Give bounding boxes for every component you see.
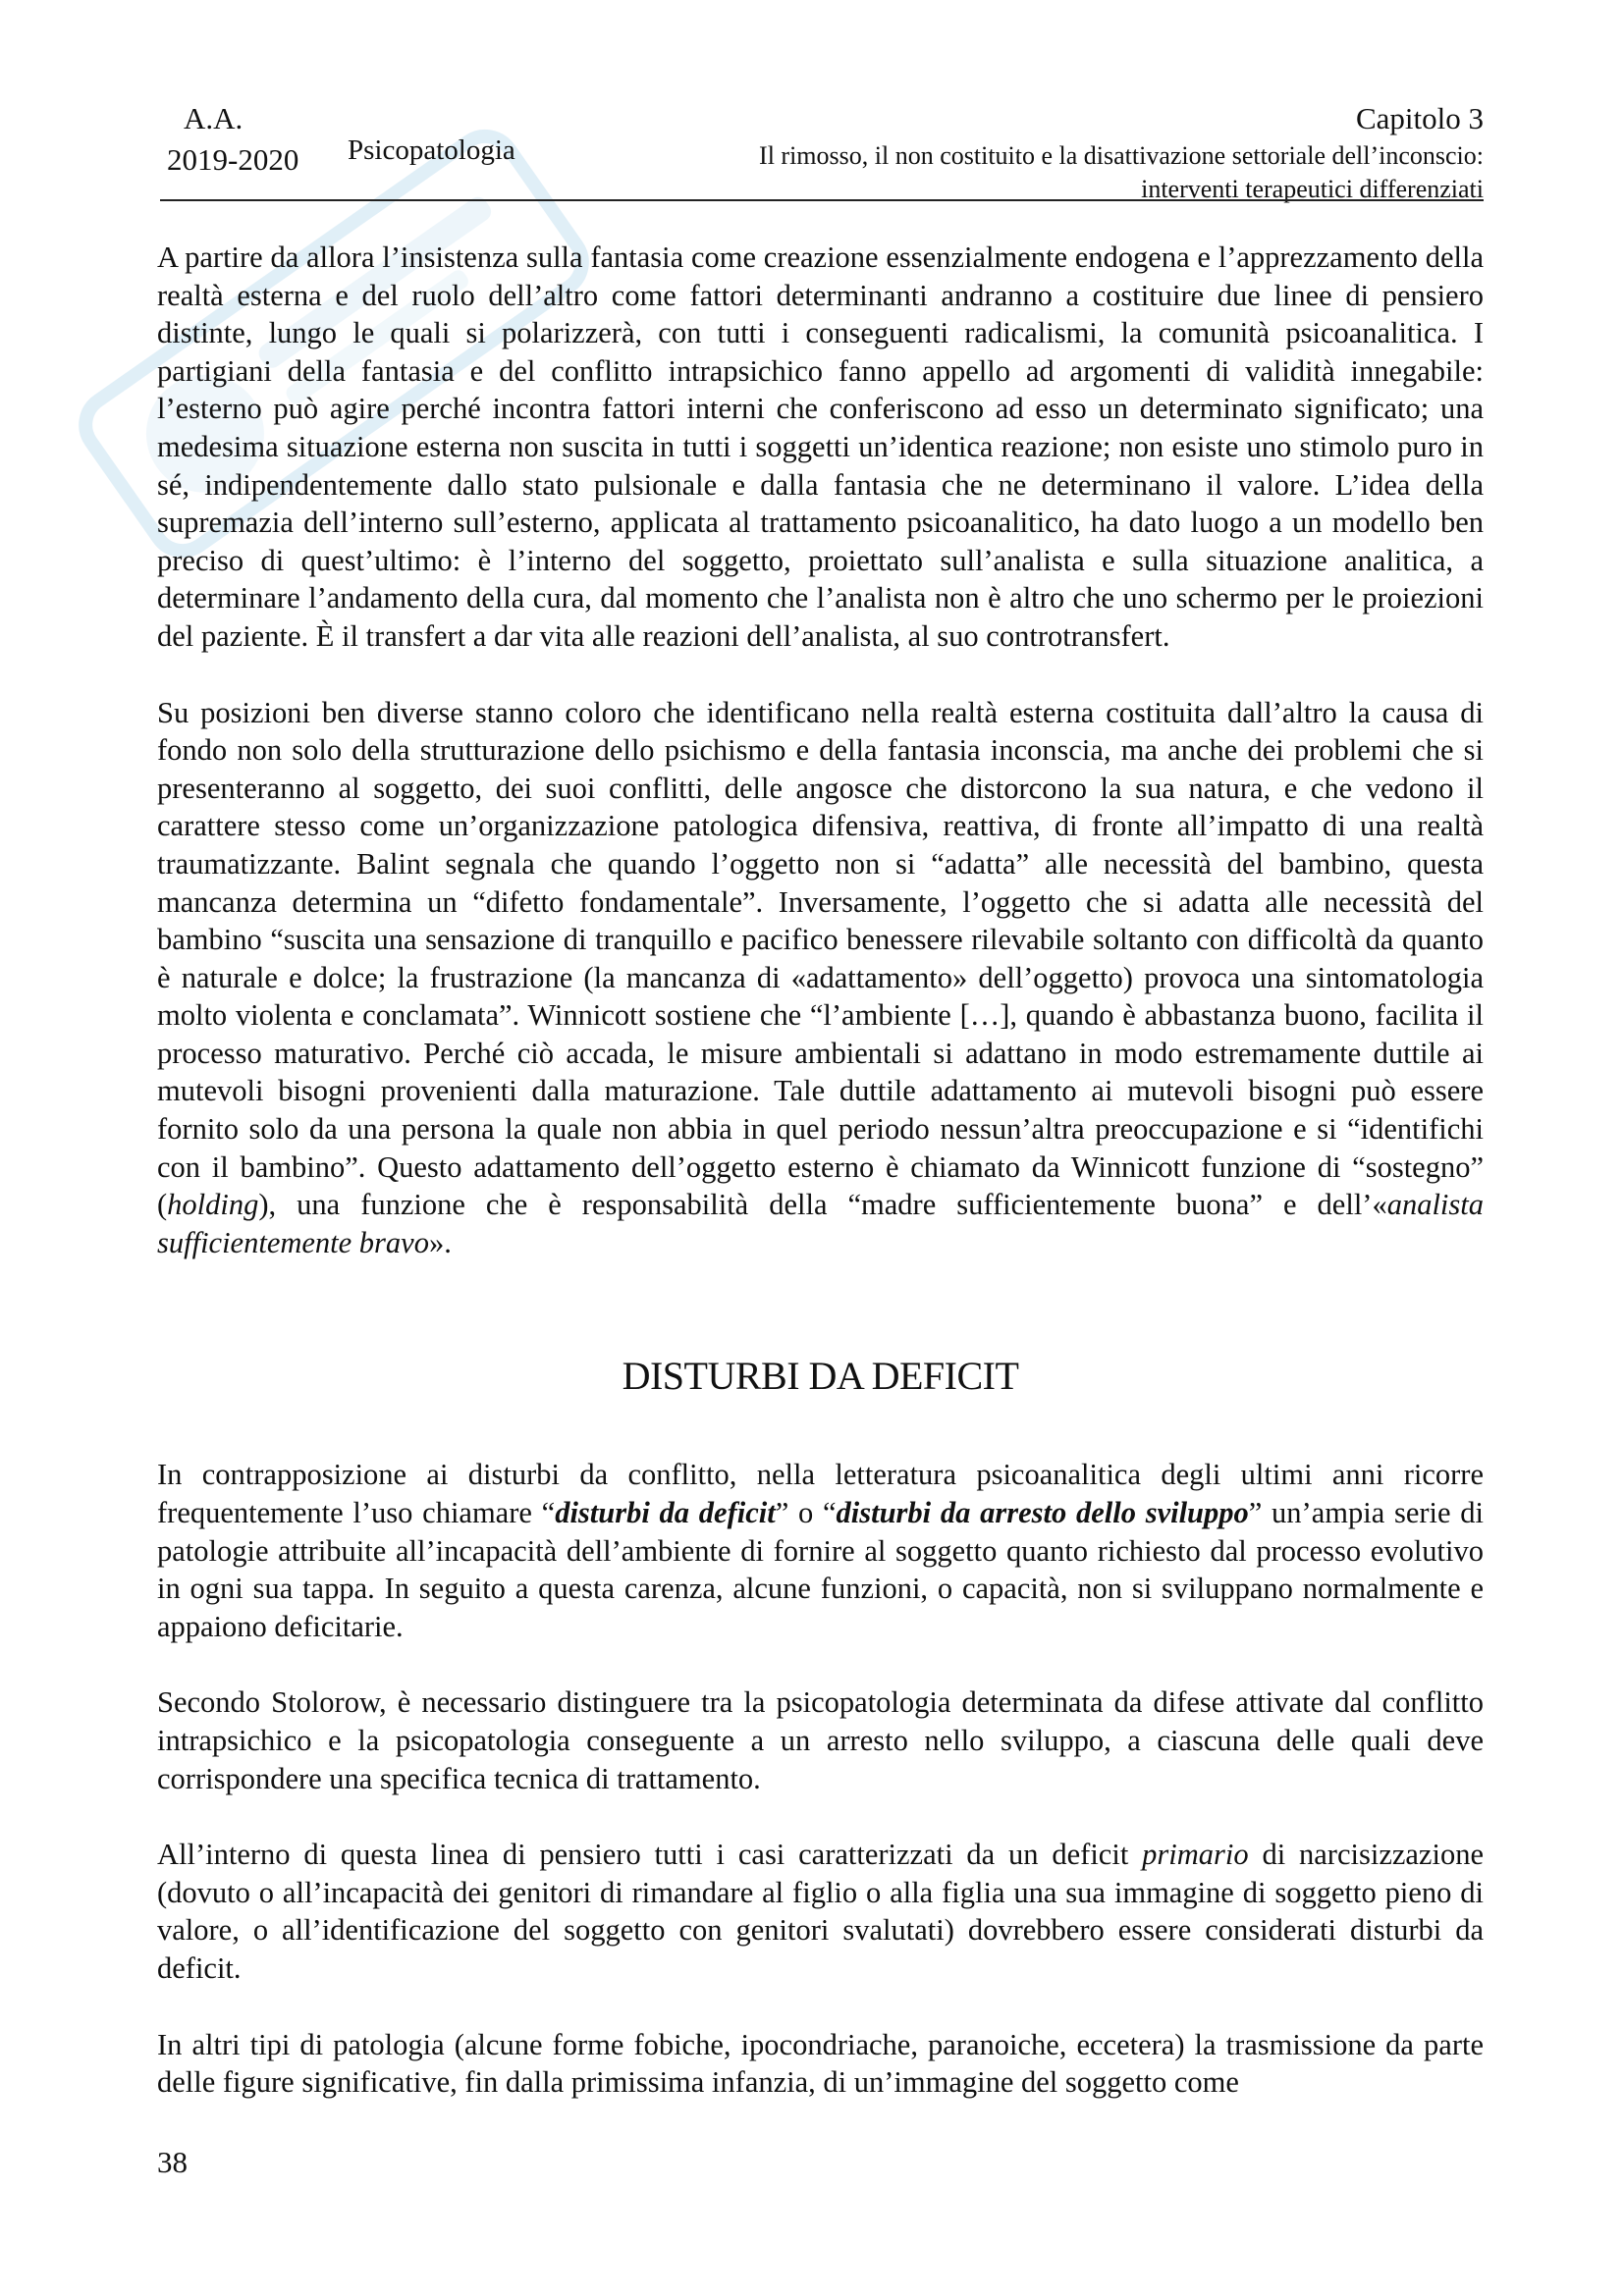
page-content: [157, 239, 1484, 2102]
paragraph-1: A partire da allora l’insistenza sulla fantasia come creazione essenzialmente endogena e l’apprezzamento della realtà esterna e del ruolo dell’altro come fattori determinanti andranno a costituire due linee di pensiero distinte, lungo le quali si polarizzerà, con tutti i conseguenti radicalismi, la comunità psicoanalitica. I partigiani della fantasia e del conflitto intrapsichico fanno appello ad argomenti di validità innegabile: l’esterno può agire perché incontra fattori interni che conferiscono ad esso un determinato significato; una medesima situazione esterna non suscita in tutti i soggetti un’identica reazione; non esiste uno stimolo puro in sé, indipendentemente dallo stato pulsionale e dalla fantasia che ne determinano il valore. L’idea della supremazia dell’interno sull’esterno, applicata al trattamento psicoanalitico, ha dato luogo a un modello ben preciso di quest’ultimo: è l’interno del soggetto, proiettato sull’analista e sulla situazione analitica, a determinare l’andamento della cura, dal momento che l’analista non è altro che uno schermo per le proiezioni del paziente. È il transfert a dar vita alle reazioni dell’analista, al suo controtransfert.: [157, 240, 1484, 653]
paragraph-5: All’interno di questa linea di pensiero tutti i casi caratterizzati da un deficit primario di narcisizzazione (dovuto o all’incapacità dei genitori di rimandare al figlio o alla figlia una sua immagine di soggetto pieno di valore, o all’identificazione del soggetto con genitori svalutati) dovrebbero essere considerati disturbi da deficit.: [157, 1838, 1484, 1985]
header-year: 2019-2020: [167, 142, 299, 177]
header-rule: [160, 199, 1484, 201]
paragraph-6: In altri tipi di patologia (alcune forme fobiche, ipocondriache, paranoiche, eccetera) la trasmissione da parte delle figure significative, fin dalla primissima infanzia, di un’immagine del soggetto come: [157, 2027, 1484, 2100]
section-heading: DISTURBI DA DEFICIT: [622, 1354, 1019, 1399]
paragraph-3: In contrapposizione ai disturbi da conflitto, nella letteratura psicoanalitica degli ultimi anni ricorre frequentemente l’uso chiamare “disturbi da deficit” o “disturbi da arresto dello sviluppo” un’ampia serie di patologie attribuite all’incapacità dell’ambiente di fornire al soggetto quanto richiesto dal processo evolutivo in ogni sua tappa. In seguito a questa carenza, alcune funzioni, o capacità, non si sviluppano normalmente e appaiono deficitarie.: [157, 1458, 1485, 1643]
page-number: 38: [157, 2145, 188, 2179]
page-header: [0, 0, 1624, 216]
header-chapter: Capitolo 3: [1355, 101, 1484, 135]
paragraph-4: Secondo Stolorow, è necessario distinguere tra la psicopatologia determinata da difese attivate dal conflitto intrapsichico e la psicopatologia conseguente a un arresto nello sviluppo, a ciascuna delle quali deve corrispondere una specifica tecnica di trattamento.: [157, 1685, 1484, 1795]
paragraph-2: Su posizioni ben diverse stanno coloro che identificano nella realtà esterna costituita dall’altro la causa di fondo non solo della strutturazione dello psichismo e della fantasia inconscia, ma anche dei problemi che si presenteranno al soggetto, dei suoi conflitti, delle angosce che distorcono la sua natura, e che vedono il carattere stesso come un’organizzazione patologica difensiva, reattiva, di fronte all’impatto di una realtà traumatizzante. Balint segnala che quando l’oggetto non si “adatta” alle necessità del bambino, questa mancanza determina un “difetto fondamentale”. Inversamente, l’oggetto che si adatta alle necessità del bambino “suscita una sensazione di tranquillo e pacifico benessere rilevabile soltanto con difficoltà da quanto è naturale e dolce; la frustrazione (la mancanza di «adattamento» dell’oggetto) provoca una sintomatologia molto violenta e conclamata”. Winnicott sostiene che “l’ambiente […], quando è abbastanza buono, facilita il processo maturativo. Perché ciò accada, le misure ambientali si adattano in modo estremamente duttile ai mutevoli bisogni provenienti dalla maturazione. Tale duttile adattamento ai mutevoli bisogni può essere fornito solo da una persona la quale non abbia in quel periodo nessun’altra preoccupazione e si “identifichi con il bambino”. Questo adattamento dell’oggetto esterno è chiamato da Winnicott funzione di “sostegno” (holding), una funzione che è responsabilità della “madre sufficientemente buona” e dell’«analista sufficientemente bravo».: [157, 695, 1484, 1259]
header-subtitle-line2: interventi terapeutici differenziati: [1141, 175, 1484, 203]
header-aa: A.A.: [184, 101, 244, 135]
header-subject: Psicopatologia: [348, 134, 515, 166]
header-chapter-block: [759, 98, 1484, 206]
header-subtitle-line1: Il rimosso, il non costituito e la disattivazione settoriale dell’inconscio:: [759, 141, 1484, 170]
header-academic-year: [167, 98, 298, 181]
